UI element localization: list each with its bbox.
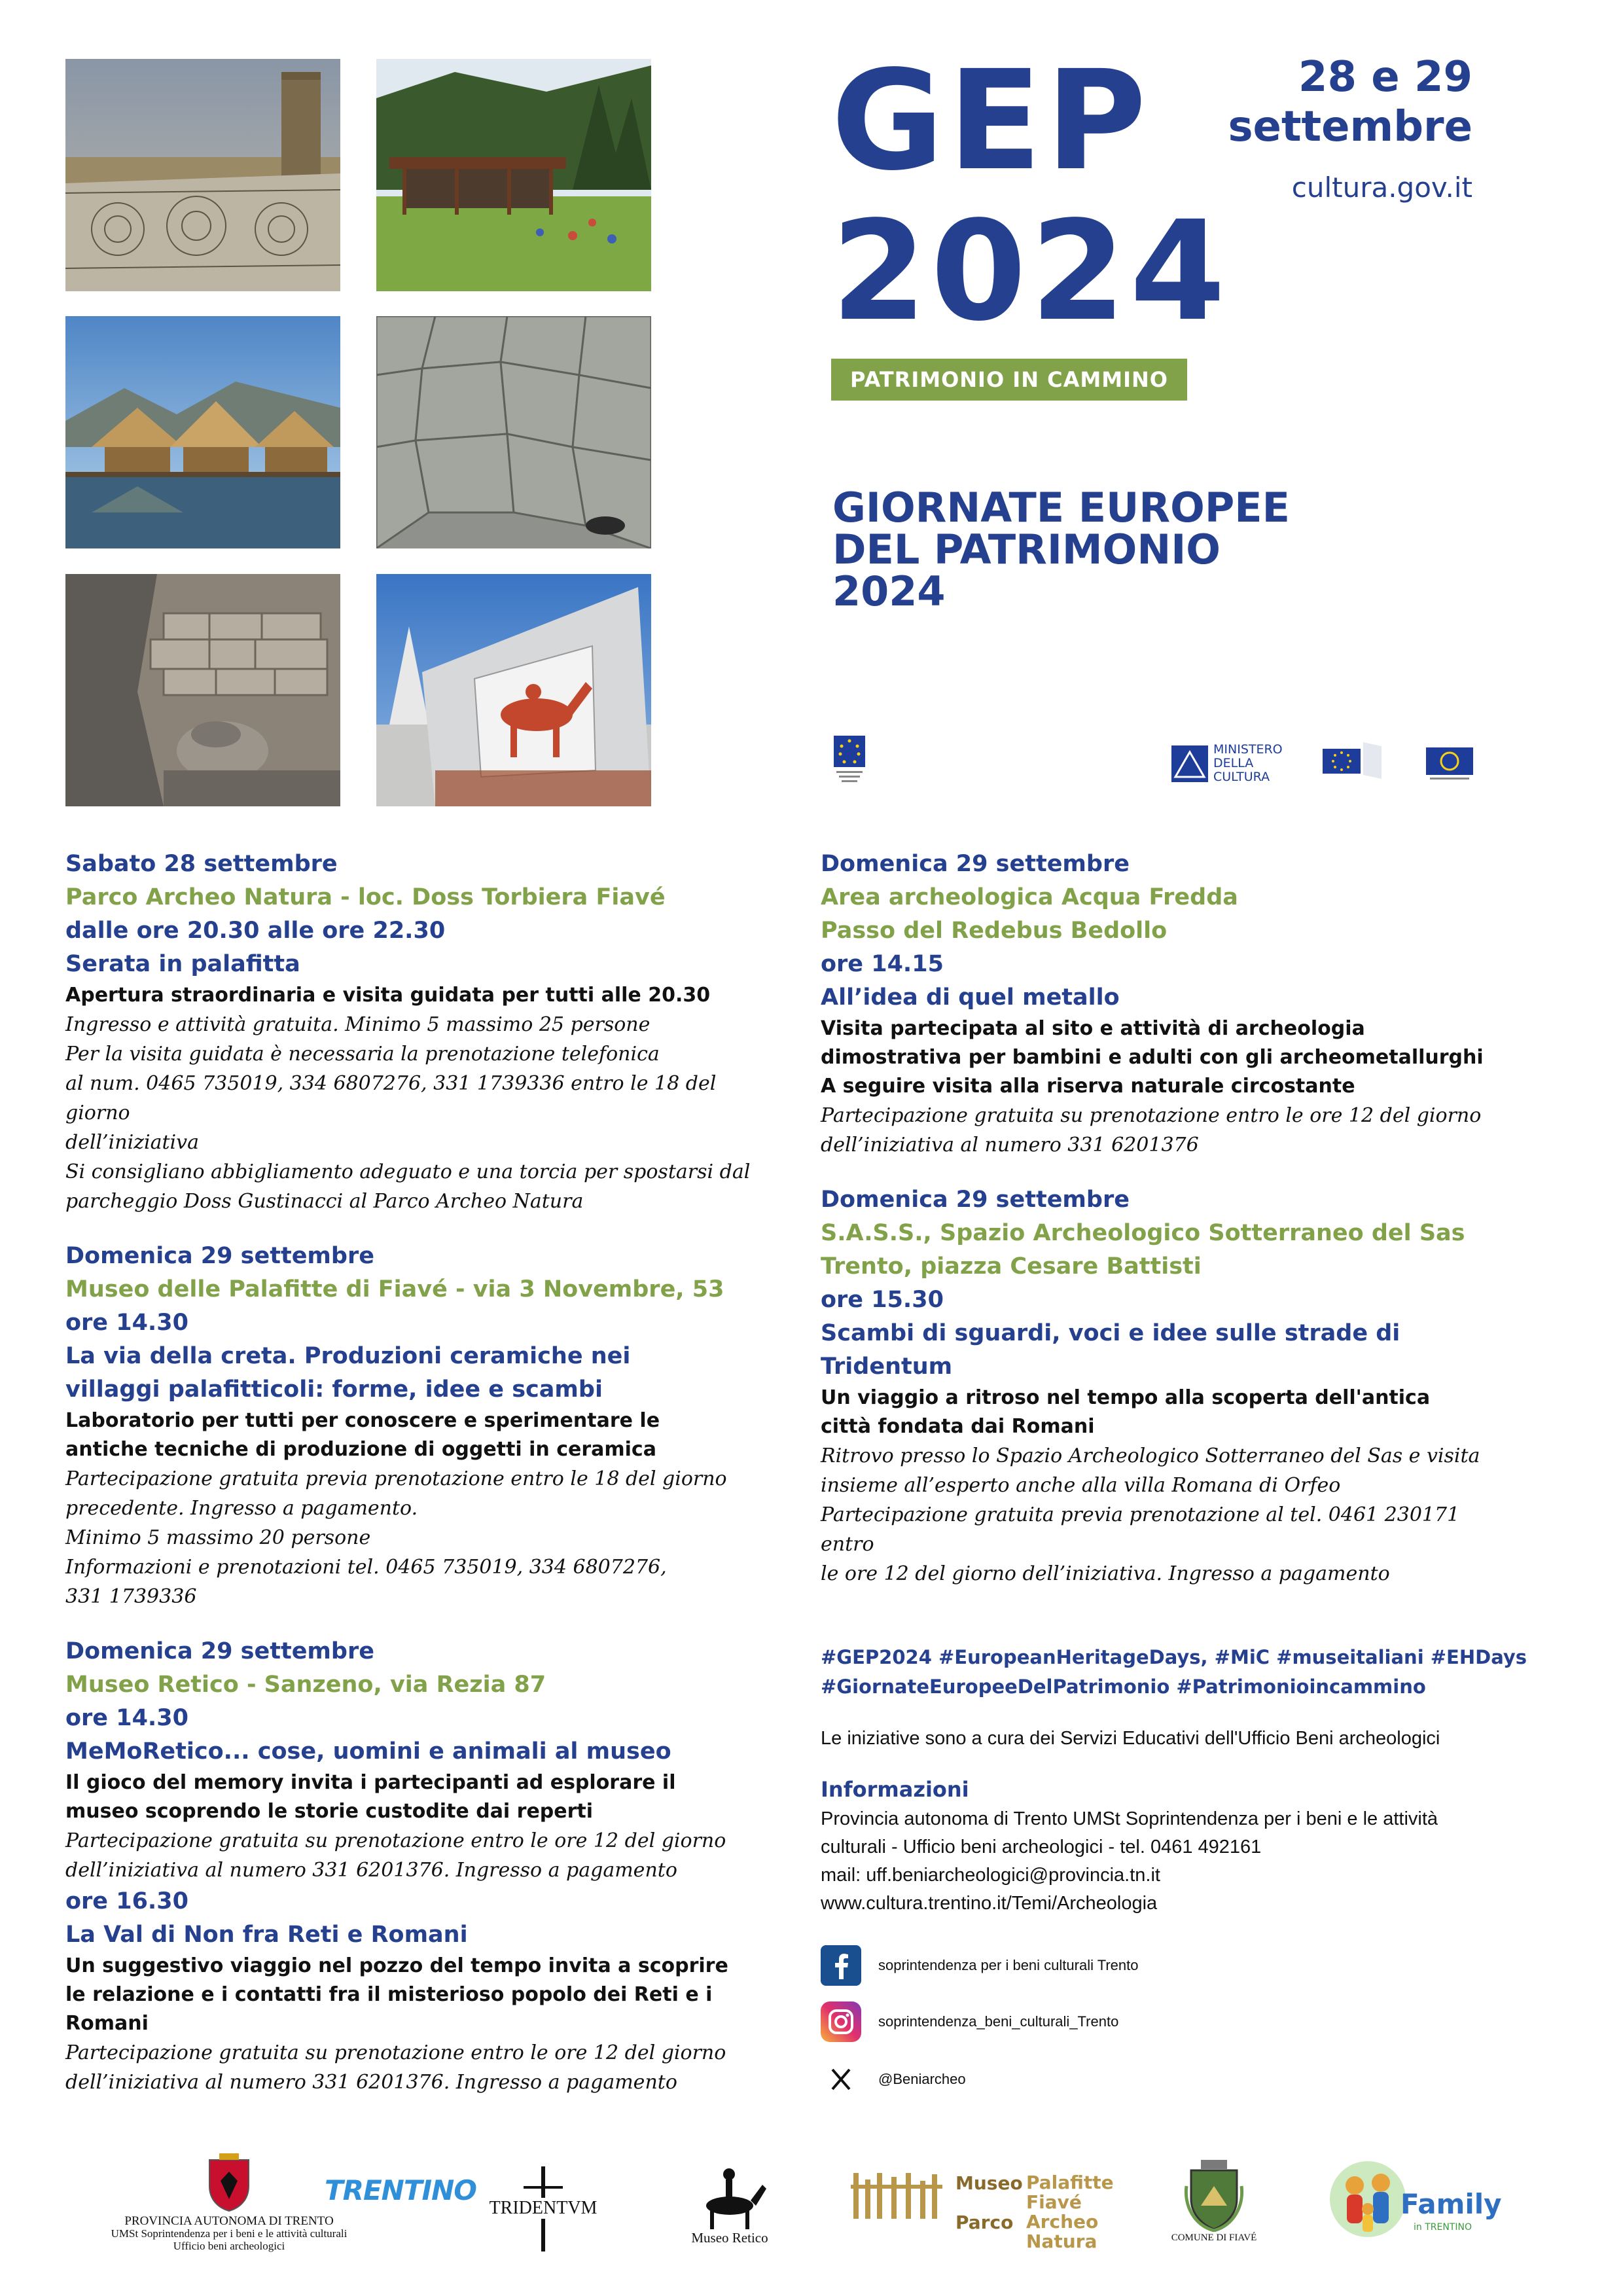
social-label: soprintendenza per i beni culturali Trento xyxy=(878,1957,1139,1973)
event-card xyxy=(65,1635,759,2097)
event-time: ore 14.15 xyxy=(821,951,944,977)
ministero-line-2: DELLA xyxy=(1213,756,1254,770)
full-title-line-1: GIORNATE EUROPEE xyxy=(832,484,1290,531)
website-link[interactable]: cultura.gov.it xyxy=(1291,171,1472,204)
photo-stone-pavement xyxy=(376,316,651,548)
event-desc: Laboratorio per tutti per conoscere e sperimentare le antiche tecniche di produzione di oggetti in ceramica xyxy=(65,1409,660,1461)
rider-horse-icon xyxy=(690,2160,769,2232)
ministero-line-1: MINISTERO xyxy=(1213,742,1283,757)
social-label: @Beniarcheo xyxy=(878,2071,966,2087)
ministero-cultura-logo xyxy=(1171,743,1283,784)
coat-of-arms-icon xyxy=(206,2153,252,2212)
event-place-2: Passo del Redebus Bedollo xyxy=(821,918,1168,944)
provincia-line-2: UMSt Soprintendenza per i beni e le attività culturali xyxy=(111,2227,348,2240)
info-email[interactable]: mail: uff.beniarcheologici@provincia.tn.it xyxy=(821,1865,1160,1886)
curated-by: Le iniziative sono a cura dei Servizi Educativi dell'Ufficio Beni archeologici xyxy=(821,1728,1440,1749)
event-title: Scambi di sguardi, voci e idee sulle strade di Tridentum xyxy=(821,1320,1400,1380)
tridentum-text: TRIDENTVM xyxy=(484,2198,602,2219)
facebook-icon xyxy=(821,1945,861,1986)
full-title xyxy=(832,484,1290,615)
event-note: Partecipazione gratuita su prenotazione entro le ore 12 del giorno dell’iniziativa al numero 331 6201376. Ingresso a pagamento xyxy=(65,1829,726,1882)
family-trentino-logo xyxy=(1329,2157,1505,2248)
hashtags xyxy=(821,1643,1527,1702)
palafitte-mark-icon xyxy=(851,2166,942,2219)
fiave-parco: Parco xyxy=(955,2212,1014,2233)
provincia-trento-logo xyxy=(98,2153,360,2252)
hashtags-line-2: #GiornateEuropeeDelPatrimonio #Patrimonioincammino xyxy=(821,1676,1426,1698)
info-website[interactable]: www.cultura.trentino.it/Temi/Archeologia xyxy=(821,1893,1158,1914)
event-desc: Apertura straordinaria e visita guidata per tutti alle 20.30 xyxy=(65,984,711,1007)
theme-badge: PATRIMONIO IN CAMMINO xyxy=(831,359,1187,401)
full-title-line-3: 2024 xyxy=(832,567,946,615)
event-place-2: Trento, piazza Cesare Battisti xyxy=(821,1253,1202,1280)
event-desc: Un viaggio a ritroso nel tempo alla scoperta dell'antica città fondata dai Romani xyxy=(821,1386,1431,1438)
instagram-icon xyxy=(821,2001,861,2042)
social-x[interactable] xyxy=(821,2059,966,2100)
photo-cave-stones xyxy=(65,574,340,806)
event-card xyxy=(821,848,1488,1160)
events-left-column xyxy=(65,848,759,2121)
photo-museum-horse-facade xyxy=(376,574,651,806)
event-title-2: La Val di Non fra Reti e Romani xyxy=(65,1922,468,1948)
ministero-line-3: CULTURA xyxy=(1213,770,1270,784)
mic-emblem-icon xyxy=(1171,745,1208,782)
event-desc-2: A seguire visita alla riserva naturale circostante xyxy=(821,1075,1355,1098)
event-note: Partecipazione gratuita su prenotazione entro le ore 12 del giorno dell’iniziativa al numero 331 6201376 xyxy=(821,1104,1482,1157)
x-icon xyxy=(821,2059,861,2100)
provincia-line-1: PROVINCIA AUTONOMA DI TRENTO xyxy=(124,2214,334,2228)
event-day: Domenica 29 settembre xyxy=(65,1243,374,1269)
info-title: Informazioni xyxy=(821,1777,969,1802)
event-place: Museo delle Palafitte di Fiavé - via 3 Novembre, 53 xyxy=(65,1276,724,1302)
dates-line-1: 28 e 29 xyxy=(1298,53,1472,101)
family-text: Family xyxy=(1400,2188,1502,2220)
event-note-2: Partecipazione gratuita su prenotazione entro le ore 12 del giorno dell’iniziativa al numero 331 6201376. Ingresso a pagamento xyxy=(65,2041,726,2094)
photo-pile-dwellings xyxy=(65,316,340,548)
event-card xyxy=(821,1183,1488,1588)
council-of-europe-logo xyxy=(1423,745,1476,781)
comune-text: COMUNE DI FIAVÉ xyxy=(1171,2233,1257,2243)
social-facebook[interactable] xyxy=(821,1945,1138,1986)
family-sub: in TRENTINO xyxy=(1414,2222,1472,2233)
provincia-line-3: Ufficio beni archeologici xyxy=(173,2240,285,2252)
event-title: All’idea di quel metallo xyxy=(821,984,1120,1011)
fiave-archeo: Archeo xyxy=(1026,2211,1099,2233)
event-note: Ingresso e attività gratuita. Minimo 5 massimo 25 persone Per la visita guidata è necessaria la prenotazione telefonica al num. 0465 735019, 334 6807276, 331 1739336 entro le 18 del giorno dell’iniziativa Si consigliano abbigliamento adeguato e una torcia per spostarsi dal parcheggio Doss Gustinacci al Parco Archeo Natura xyxy=(65,1013,751,1213)
event-note: Partecipazione gratuita previa prenotazione entro le 18 del giorno precedente. Ingresso a pagamento. Minimo 5 massimo 20 persone Informazioni e prenotazioni tel. 0465 735019, 334 6807276, 331 1739336 xyxy=(65,1467,727,1608)
fiave-museo-parco-logo xyxy=(851,2166,1113,2251)
events-right-column xyxy=(821,848,1488,1612)
eu-heritage-days-logo xyxy=(830,734,869,787)
fiave-palafitte: Palafitte xyxy=(1026,2172,1114,2193)
gep-year: 2024 xyxy=(831,191,1230,351)
event-desc-2: Un suggestivo viaggio nel pozzo del tempo invita a scoprire le relazione e i contatti fra il misterioso popolo dei Reti e i Romani xyxy=(65,1954,728,2035)
event-title: Serata in palafitta xyxy=(65,951,300,977)
family-figures-icon xyxy=(1329,2157,1407,2242)
event-time: dalle ore 20.30 alle ore 22.30 xyxy=(65,918,446,944)
gep-title xyxy=(831,41,1230,351)
event-day: Domenica 29 settembre xyxy=(65,1638,374,1664)
event-place: Parco Archeo Natura - loc. Doss Torbiera Fiavé xyxy=(65,884,666,910)
event-dates xyxy=(1228,52,1472,152)
gep-word: GEP xyxy=(831,41,1150,201)
event-day: Domenica 29 settembre xyxy=(821,851,1130,877)
full-title-line-2: DEL PATRIMONIO xyxy=(832,526,1221,573)
museo-retico-logo xyxy=(677,2160,782,2244)
photo-roman-mosaic xyxy=(65,59,340,291)
event-place: Area archeologica Acqua Fredda xyxy=(821,884,1238,910)
event-place: S.A.S.S., Spazio Archeologico Sotterraneo del Sas xyxy=(821,1220,1465,1246)
hashtags-line-1: #GEP2024 #EuropeanHeritageDays, #MiC #museitaliani #EHDays xyxy=(821,1646,1527,1668)
info-line: Provincia autonoma di Trento UMSt Soprintendenza per i beni e le attività xyxy=(821,1808,1438,1829)
event-time: ore 14.30 xyxy=(65,1705,188,1731)
trentino-logo: TRENTINO xyxy=(325,2174,476,2206)
event-card xyxy=(65,848,759,1216)
tridentum-logo xyxy=(484,2166,602,2251)
info-block xyxy=(821,1774,1438,1918)
museo-retico-text: Museo Retico xyxy=(691,2230,768,2246)
social-instagram[interactable] xyxy=(821,2001,1118,2042)
event-day: Sabato 28 settembre xyxy=(65,851,338,877)
fiave-name: Fiavé xyxy=(1026,2191,1082,2213)
event-desc: Visita partecipata al sito e attività di archeologia dimostrativa per bambini e adulti con gli archeometallurghi xyxy=(821,1017,1484,1069)
fiave-museo: Museo xyxy=(955,2172,1023,2194)
social-label: soprintendenza_beni_culturali_Trento xyxy=(878,2013,1119,2030)
comune-fiave-logo xyxy=(1165,2160,1263,2244)
event-title: La via della creta. Produzioni ceramiche nei villaggi palafitticoli: forme, idee e scambi xyxy=(65,1343,631,1403)
fiave-natura: Natura xyxy=(1026,2231,1097,2252)
event-note: Ritrovo presso lo Spazio Archeologico Sotterraneo del Sas e visita insieme all’esperto anche alla villa Romana di Orfeo Partecipazione gratuita previa prenotazione al tel. 0461 230171 entro le ore 12 del giorno dell’iniziativa. Ingresso a pagamento xyxy=(821,1444,1480,1585)
event-time: ore 15.30 xyxy=(821,1287,944,1313)
event-time-2: ore 16.30 xyxy=(65,1888,188,1914)
event-place: Museo Retico - Sanzeno, via Rezia 87 xyxy=(65,1672,546,1698)
european-commission-logo xyxy=(1319,740,1384,783)
event-card xyxy=(65,1240,759,1611)
event-title: MeMoRetico... cose, uomini e animali al museo xyxy=(65,1738,671,1765)
comune-crest-icon xyxy=(1181,2160,1247,2232)
event-day: Domenica 29 settembre xyxy=(821,1187,1130,1213)
photo-park-pavilion xyxy=(376,59,651,291)
dates-line-2: settembre xyxy=(1228,103,1472,151)
event-desc: Il gioco del memory invita i partecipanti ad esplorare il museo scoprendo le storie custodite dai reperti xyxy=(65,1771,676,1823)
info-line: culturali - Ufficio beni archeologici - tel. 0461 492161 xyxy=(821,1837,1262,1857)
event-time: ore 14.30 xyxy=(65,1310,188,1336)
